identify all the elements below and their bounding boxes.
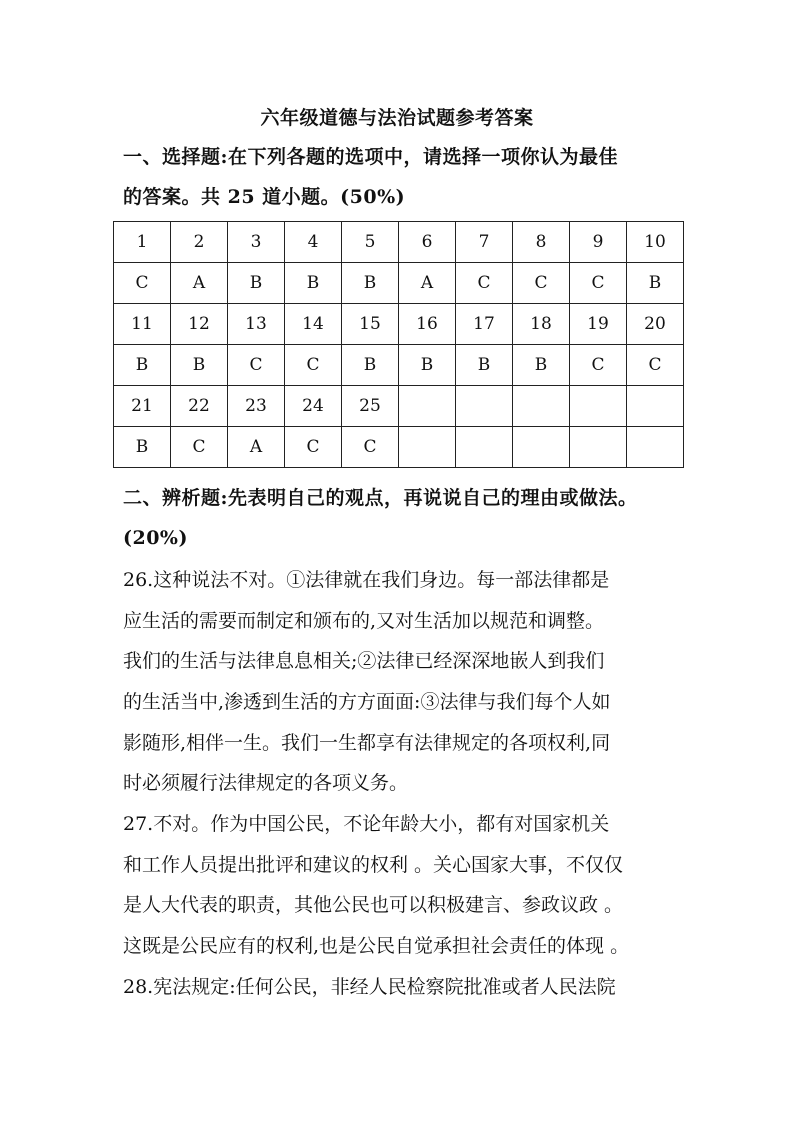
answer-cell: A <box>171 263 228 304</box>
answer-cell: B <box>627 263 684 304</box>
answer-cell: B <box>399 345 456 386</box>
answer-cell: C <box>570 263 627 304</box>
answer-27 <box>123 804 683 967</box>
answer-cell: C <box>513 263 570 304</box>
question-number-cell <box>513 386 570 427</box>
answer-line: 28.宪法规定:任何公民，非经人民检察院批准或者人民法院 <box>123 976 616 998</box>
answer-line: 27.不对。作为中国公民，不论年龄大小，都有对国家机关 <box>123 813 610 835</box>
question-number-cell: 16 <box>399 304 456 345</box>
answer-cell: C <box>171 427 228 468</box>
question-number-cell: 21 <box>114 386 171 427</box>
question-number-cell: 11 <box>114 304 171 345</box>
answer-cell: C <box>114 263 171 304</box>
answer-line: 是人大代表的职责，其他公民也可以积极建言、参政议政 。 <box>123 894 624 917</box>
answer-cell: B <box>114 427 171 468</box>
question-number-cell <box>399 386 456 427</box>
question-number-row <box>114 222 684 263</box>
question-number-row <box>114 304 684 345</box>
section-heading-choice <box>123 137 683 217</box>
answer-line: 应生活的需要而制定和颁布的,又对生活加以规范和调整。 <box>123 609 605 632</box>
answer-key-row <box>114 345 684 386</box>
answer-cell <box>513 427 570 468</box>
answer-line: 的生活当中,渗透到生活的方方面面:③法律与我们每个人如 <box>123 691 611 714</box>
answer-cell: A <box>228 427 285 468</box>
page-title: 六年级道德与法治试题参考答案 <box>260 107 534 129</box>
question-number-cell: 22 <box>171 386 228 427</box>
question-number-cell: 15 <box>342 304 399 345</box>
question-number-cell: 4 <box>285 222 342 263</box>
answer-key-row <box>114 263 684 304</box>
question-number-cell: 20 <box>627 304 684 345</box>
answer-cell: C <box>285 427 342 468</box>
question-number-cell: 10 <box>627 222 684 263</box>
answer-line: 26.这种说法不对。①法律就在我们身边。每一部法律都是 <box>123 569 610 591</box>
question-number-cell: 14 <box>285 304 342 345</box>
answer-cell: B <box>456 345 513 386</box>
question-number-cell: 3 <box>228 222 285 263</box>
answer-line: 和工作人员提出批评和建议的权利 。关心国家大事，不仅仅 <box>123 853 624 876</box>
question-number-cell: 18 <box>513 304 570 345</box>
question-number-row <box>114 386 684 427</box>
answer-cell: B <box>228 263 285 304</box>
section-heading-line: 一、选择题:在下列各题的选项中，请选择一项你认为最佳 <box>123 146 619 168</box>
answer-table <box>113 221 684 468</box>
section-heading-line: (20%) <box>123 527 188 549</box>
section-heading-analysis <box>123 478 683 558</box>
section-heading-line: 二、辨析题:先表明自己的观点，再说说自己的理由或做法。 <box>123 487 638 509</box>
answer-cell: C <box>570 345 627 386</box>
question-number-cell: 12 <box>171 304 228 345</box>
question-number-cell: 23 <box>228 386 285 427</box>
question-number-cell: 9 <box>570 222 627 263</box>
question-number-cell: 25 <box>342 386 399 427</box>
answer-cell: B <box>342 345 399 386</box>
question-number-cell: 6 <box>399 222 456 263</box>
answer-cell: C <box>456 263 513 304</box>
answer-cell: B <box>285 263 342 304</box>
question-number-cell: 8 <box>513 222 570 263</box>
question-number-cell: 5 <box>342 222 399 263</box>
answer-cell: A <box>399 263 456 304</box>
question-number-cell <box>627 386 684 427</box>
answer-cell <box>456 427 513 468</box>
question-number-cell: 13 <box>228 304 285 345</box>
question-number-cell: 17 <box>456 304 513 345</box>
question-number-cell: 7 <box>456 222 513 263</box>
answer-line: 影随形,相伴一生。我们一生都享有法律规定的各项权利,同 <box>123 731 611 754</box>
answer-cell: B <box>342 263 399 304</box>
answer-26 <box>123 560 683 804</box>
answer-28 <box>123 967 683 1008</box>
answer-line: 我们的生活与法律息息相关;②法律已经深深地嵌人到我们 <box>123 650 605 673</box>
answer-cell: C <box>627 345 684 386</box>
question-number-cell: 19 <box>570 304 627 345</box>
answer-line: 这既是公民应有的权利,也是公民自觉承担社会责任的体现 。 <box>123 935 630 958</box>
answer-cell: C <box>285 345 342 386</box>
question-number-cell: 2 <box>171 222 228 263</box>
answer-cell: B <box>513 345 570 386</box>
answer-cell: B <box>114 345 171 386</box>
question-number-cell: 1 <box>114 222 171 263</box>
answer-cell: B <box>171 345 228 386</box>
answer-line: 时必须履行法律规定的各项义务。 <box>123 772 409 795</box>
answer-cell <box>627 427 684 468</box>
answer-key-row <box>114 427 684 468</box>
answer-cell <box>570 427 627 468</box>
answer-cell <box>399 427 456 468</box>
question-number-cell <box>570 386 627 427</box>
answer-cell: C <box>342 427 399 468</box>
question-number-cell <box>456 386 513 427</box>
section-heading-line: 的答案。共 25 道小题。(50%) <box>123 186 406 208</box>
answer-cell: C <box>228 345 285 386</box>
question-number-cell: 24 <box>285 386 342 427</box>
